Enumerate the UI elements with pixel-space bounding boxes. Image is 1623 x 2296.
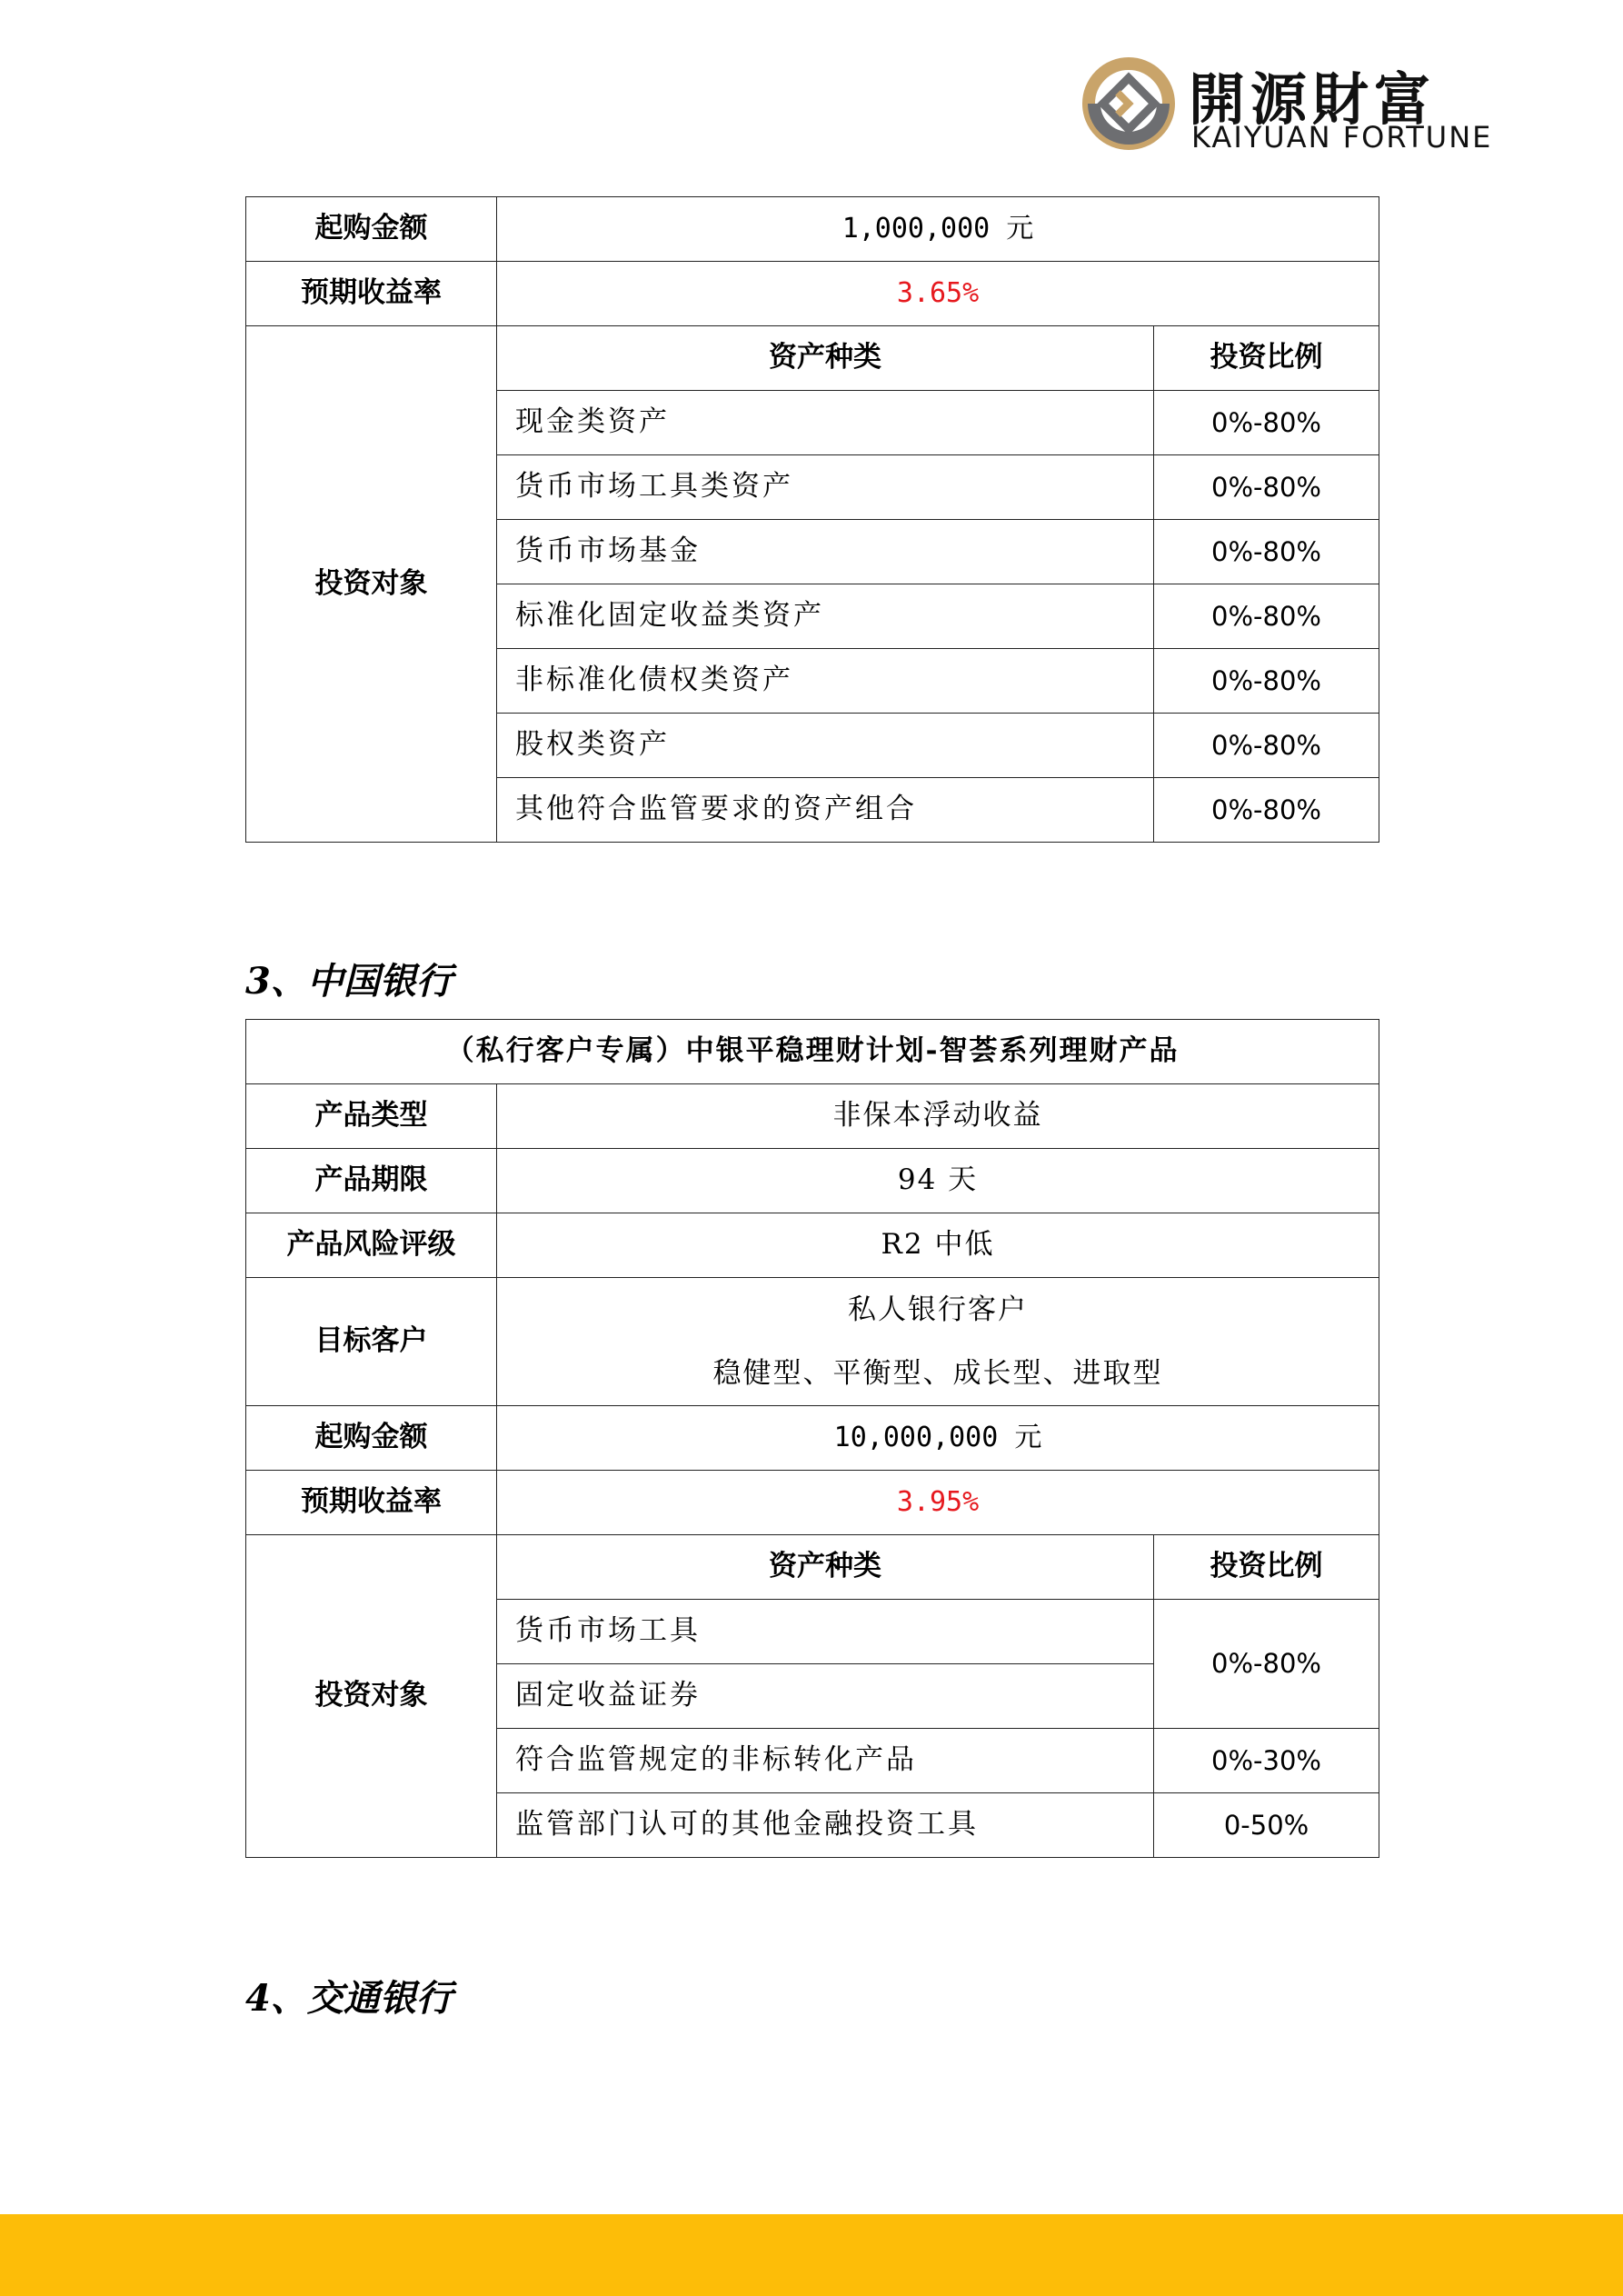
min-purchase-value: 10,000,000 元 [497,1406,1379,1471]
target-client-label: 目标客户 [246,1278,497,1406]
product-term-label: 产品期限 [246,1149,497,1213]
asset-name: 其他符合监管要求的资产组合 [497,778,1154,843]
table-row [246,1149,1379,1213]
table-row [246,1406,1379,1471]
invest-target-label: 投资对象 [246,1535,497,1858]
asset-ratio: 0%-80% [1154,649,1379,714]
brand-name-cn: 開源財富 [1189,66,1437,133]
min-purchase-value: 1,000,000 元 [497,197,1379,262]
table-row [246,1471,1379,1535]
table-row [246,262,1379,326]
product-table-2 [245,1019,1379,1858]
table-row [246,1020,1379,1084]
asset-ratio: 0%-80% [1154,778,1379,843]
table-row [246,1535,1379,1600]
kaiyuan-logo-icon [1081,56,1176,151]
asset-name: 监管部门认可的其他金融投资工具 [497,1793,1154,1858]
table-row [246,1084,1379,1149]
ratio-header: 投资比例 [1154,326,1379,391]
brand-name-en: KAIYUAN FORTUNE [1191,120,1493,155]
asset-ratio-merged: 0%-80% [1154,1600,1379,1729]
asset-type-header: 资产种类 [497,326,1154,391]
target-client-line-2: 稳健型、平衡型、成长型、进取型 [712,1357,1163,1390]
expected-yield-label: 预期收益率 [246,262,497,326]
product-type-label: 产品类型 [246,1084,497,1149]
target-client-value [497,1278,1379,1406]
table-row [246,1278,1379,1406]
table-row [246,197,1379,262]
risk-rating-value: R2 中低 [497,1213,1379,1278]
asset-name: 货币市场工具类资产 [497,455,1154,520]
asset-name: 非标准化债权类资产 [497,649,1154,714]
asset-type-header: 资产种类 [497,1535,1154,1600]
asset-ratio: 0%-80% [1154,714,1379,778]
expected-yield-value: 3.65% [497,262,1379,326]
brand-logo [1081,56,1499,156]
asset-name: 符合监管规定的非标转化产品 [497,1729,1154,1793]
expected-yield-value: 3.95% [497,1471,1379,1535]
asset-ratio: 0%-80% [1154,520,1379,584]
asset-ratio: 0%-80% [1154,584,1379,649]
asset-name: 现金类资产 [497,391,1154,455]
asset-name: 标准化固定收益类资产 [497,584,1154,649]
asset-ratio: 0-50% [1154,1793,1379,1858]
asset-name: 货币市场工具 [497,1600,1154,1664]
table-row [246,1213,1379,1278]
invest-target-label: 投资对象 [246,326,497,843]
footer-bar [0,2214,1623,2296]
section-heading-bank-of-china: 3、中国银行 [245,960,453,1003]
product-type-value: 非保本浮动收益 [497,1084,1379,1149]
asset-name: 固定收益证券 [497,1664,1154,1729]
asset-name: 股权类资产 [497,714,1154,778]
asset-name: 货币市场基金 [497,520,1154,584]
asset-ratio: 0%-80% [1154,455,1379,520]
expected-yield-label: 预期收益率 [246,1471,497,1535]
target-client-line-1: 私人银行客户 [848,1293,1029,1326]
asset-ratio: 0%-30% [1154,1729,1379,1793]
min-purchase-label: 起购金额 [246,1406,497,1471]
product-term-value: 94 天 [497,1149,1379,1213]
risk-rating-label: 产品风险评级 [246,1213,497,1278]
asset-ratio: 0%-80% [1154,391,1379,455]
min-purchase-label: 起购金额 [246,197,497,262]
ratio-header: 投资比例 [1154,1535,1379,1600]
section-heading-bank-of-communications: 4、交通银行 [245,1977,453,2020]
product-table-1 [245,196,1379,843]
product-title: （私行客户专属）中银平稳理财计划-智荟系列理财产品 [246,1020,1379,1084]
table-row [246,326,1379,391]
